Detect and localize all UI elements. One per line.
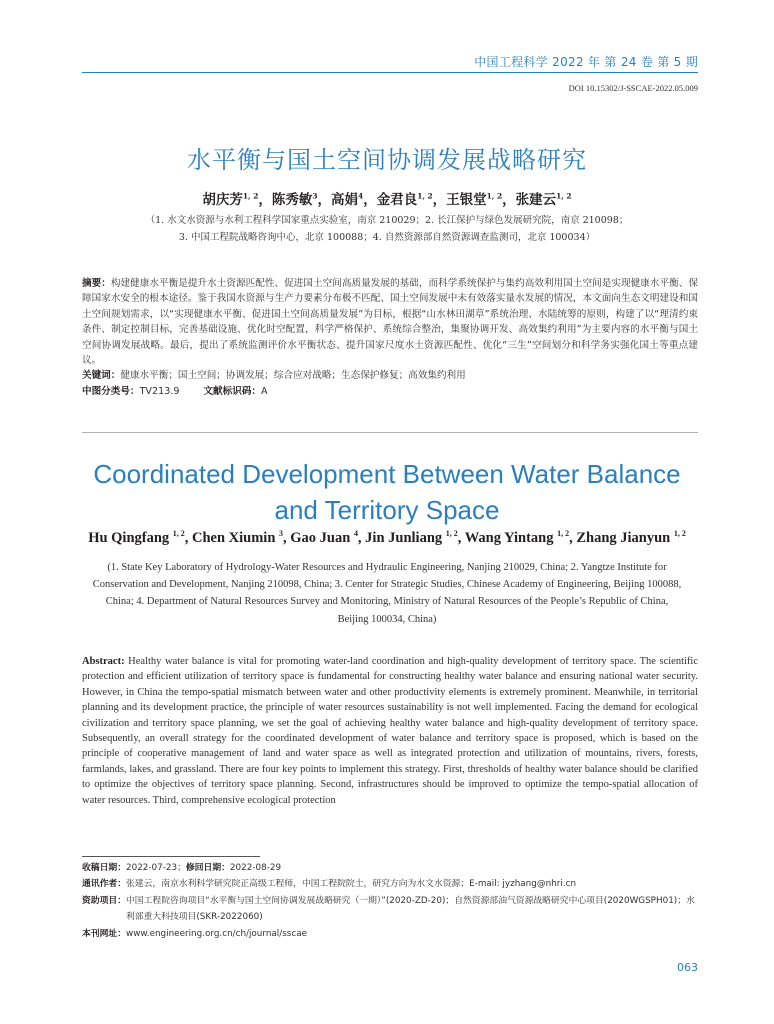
page-number: 063 [677,961,698,974]
author-name: 王银堂 [446,192,487,208]
author-affil-sup: 1, 2 [486,191,503,201]
affiliation-line: 3. 中国工程院战略咨询中心，北京 100088；4. 自然资源部自然资源调查监测司，北京 100034） [178,232,596,243]
corresponding-row [82,876,698,892]
doc-code-label: 文献标识码： [203,385,262,397]
title-line: Coordinated Development Between Water Balance [93,459,681,489]
author-affil-sup: 4 [353,529,358,539]
author-name: 金君良 [376,192,418,208]
author-name: Wang Yintang [464,530,554,546]
author-affil-sup: 1, 2 [417,191,433,201]
author-name: 张建云 [515,192,557,208]
author-name: Gao Juan [290,530,351,546]
author-name: 胡庆芳 [202,192,243,208]
doc-code-value: A [261,385,268,397]
journal-issue-line: 中国工程科学 2022 年 第 24 卷 第 5 期 [474,55,698,69]
author-affil-sup: 1, 2 [172,529,185,539]
title-line: and Territory Space [274,495,500,525]
english-affiliations: (1. State Key Laboratory of Hydrology-Water Resources and Hydraulic Engineering, Nanjing 210029, China; 2. Yangtze Institute for Conservation and Development, Nanjing 210098, China; 3. Center for Strategic Studies, Chinese Academy of Engineering, Beijing 100088, China; 4. Department of Natural Resources Survey and Monitoring, Ministry of Natural Resources of the People’s Republic of China, Beijing 100034, China) [92,562,682,625]
author-affil-sup: 4 [358,191,364,201]
url-label: 本刊网址： [82,928,126,939]
affiliation-line: （1. 水文水资源与水利工程科学国家重点实验室，南京 210029；2. 长江保护与绿色发展研究院，南京 210098； [145,215,629,226]
english-authors: Hu Qingfang $^{1, 2}$, Chen Xiumin $^3$, Gao Juan $^4$, Jin Junliang $^{1, 2}$, Wang Yintang $^{1, 2}$, Zhang Jianyun $^{1, 2}$ [88,529,686,546]
chinese-affiliations [92,212,682,246]
author-name: Jin Junliang [365,530,443,546]
author-name: Hu Qingfang [88,530,170,546]
abstract-text: 构建健康水平衡是提升水土资源匹配性、促进国土空间高质量发展的基础，而科学系统保护与集约高效利用国土空间是实现健康水平衡、保障国家水安全的根本途径。鉴于我国水资源与生产力要素分布极不匹配、国土空间发展中未有效落实量水发展的情况，本文面向生态文明建设和国土空间规划需求，以“实现健康水平衡、促进国土空间高质量发展”为目标，根据“山水林田湖草”系统治理、水陆统筹的原则，构建了以“理清约束条件、制定控制目标，完善基础设施、优化时空配置，科学严格保护、系统综合整治，集聚协调开发、高效集约利用”为主要内容的水平衡与国土空间协调发展战略。最后，提出了系统监测评价水平衡状态、提升国家尺度水土资源匹配性、优化“三生”空间划分和科学务实强化国土等重点建议。 [82,278,699,367]
chinese-title: 水平衡与国土空间协调发展战略研究 [187,146,587,174]
header-rule [82,72,698,73]
author-affil-sup: 1, 2 [673,529,686,539]
funding-value: 中国工程院咨询项目“水平衡与国土空间协调发展战略研究（一期）”(2020-ZD-20)；自然资源部油气资源战略研究中心项目(2020WGSPH01)；水利部重大科技项目(SKR-2022060) [126,895,695,923]
author-affil-sup: 1, 2 [557,529,570,539]
clc-label: 中图分类号： [82,385,140,397]
clc-value: TV213.9 [139,385,180,397]
author-affil-sup: 3 [312,191,318,201]
author-affil-sup: 3 [279,529,284,539]
received-label: 收稿日期： [82,863,126,873]
footnote-rule [82,856,260,857]
received-date: 2022-07-23； [126,863,186,873]
revised-date: 2022-08-29 [229,863,282,873]
classification-line [82,384,698,399]
footnotes [82,860,698,942]
author-affil-sup: 1, 2 [242,191,259,201]
corresponding-label: 通讯作者： [82,879,126,890]
corresponding-value: 张建云，南京水利科学研究院正高级工程师，中国工程院院士，研究方向为水文水资源；E-mail: jyzhang@nhri.cn [126,879,577,890]
abstract-label: Abstract: [82,656,125,667]
journal-url-link[interactable]: www.engineering.org.cn/ch/journal/sscae [126,928,308,939]
section-divider [82,432,698,433]
funding-row [82,893,698,926]
keywords-text: 健康水平衡；国土空间；协调发展；综合应对战略；生态保护修复；高效集约利用 [120,370,466,382]
english-abstract [82,654,698,808]
author-name: Zhang Jianyun [576,530,671,546]
revised-label: 修回日期： [185,863,230,873]
author-name: 高娟 [331,192,359,208]
chinese-keywords [82,368,698,383]
abstract-label: 摘要： [82,278,111,289]
keywords-label: 关键词： [82,370,121,382]
funding-label: 资助项目： [82,895,126,906]
url-row [82,926,698,942]
author-name: Chen Xiumin [192,530,276,546]
author-affil-sup: 1, 2 [445,529,458,539]
english-title [0,456,774,528]
author-affil-sup: 1, 2 [556,191,572,201]
chinese-authors: 胡庆芳$^{1, 2}$，陈秀敏$^3$，高娟$^4$，金君良$^{1, 2}$，王银堂$^{1, 2}$，张建云$^{1, 2}$ [202,191,572,208]
dates-row [82,860,698,876]
abstract-text: Healthy water balance is vital for promoting water-land coordination and high-quality development of territory space. The scientific protection and efficient utilization of territory space is fundamental for constructing healthy water balance and ensuring national water security. However, in China the tempo-spatial mismatch between water and other productivity elements is extremely prominent. Meanwhile, in territorial planning and its development practice, the principle of water resources sustainability is not well implemented. Facing the demand for ecological civilization and territory space planning, we set the goal of achieving healthy water balance and high-quality development of territory space. Subsequently, an overall strategy for the coordinated development of water balance and territory space is proposed, which is based on the principle of cooperative management of land and water space as well as integrated protection and utilization of mountains, rivers, forests, farmlands, lakes, and grassland. There are four key points to implement this strategy. First, thresholds of healthy water balance should be clarified to optimize the objectives of territory space planning. Second, infrastructures should be improved to optimize the tempo-spatial allocation of water resources. Third, comprehensive ecological protection [82,656,699,806]
chinese-abstract-block [82,276,698,399]
chinese-abstract [82,276,698,368]
doi[interactable]: DOI 10.15302/J-SSCAE-2022.05.009 [568,83,698,93]
author-name: 陈秀敏 [271,192,313,208]
